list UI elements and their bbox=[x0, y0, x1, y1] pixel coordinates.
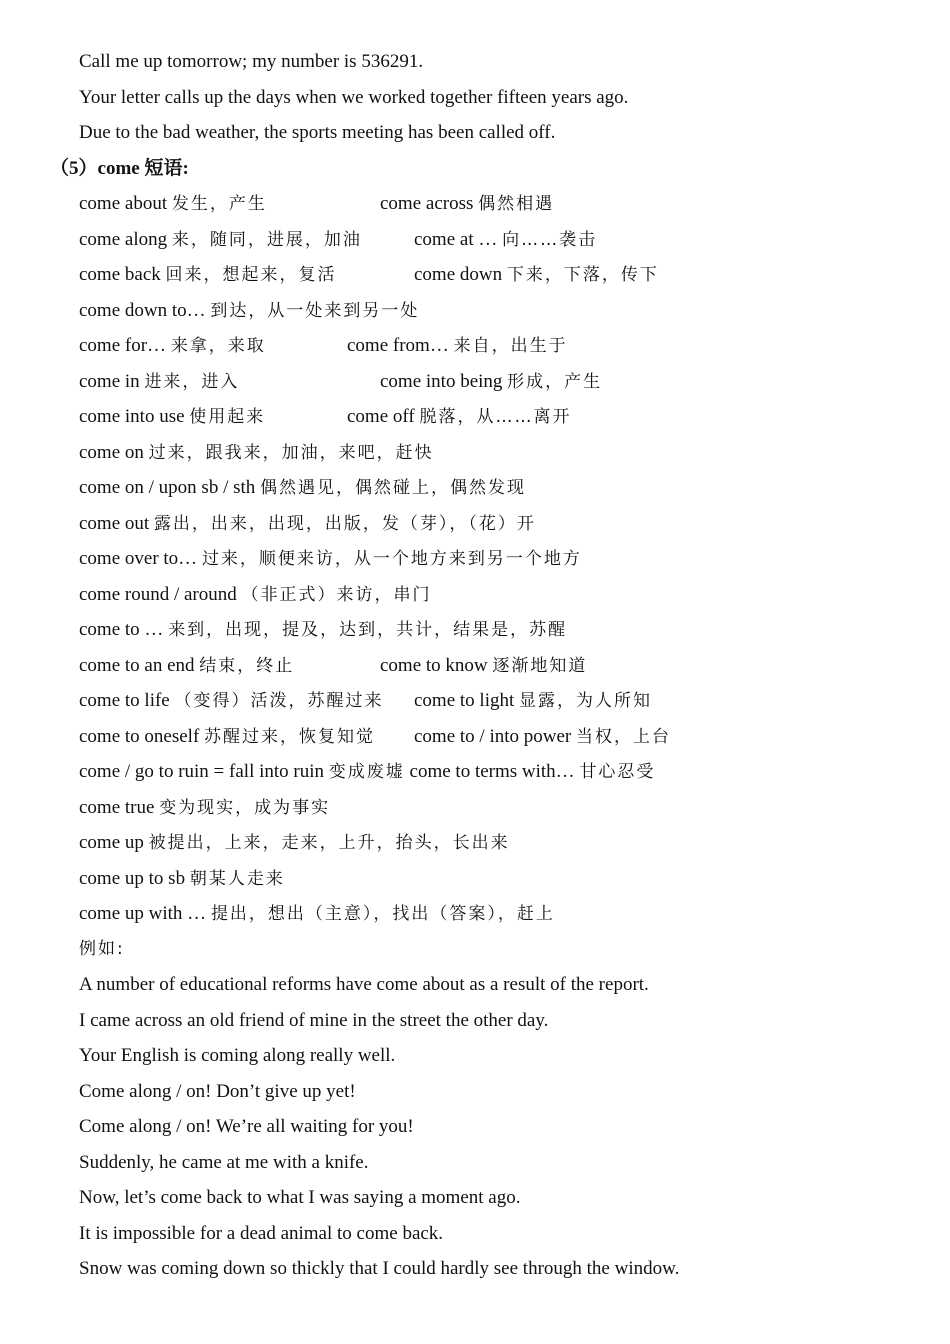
phrase-item bbox=[79, 186, 267, 223]
phrase-meaning: 结束，终止 bbox=[199, 655, 295, 676]
phrase-row bbox=[0, 719, 950, 755]
example-sentence: Suddenly, he came at me with a knife. bbox=[79, 1151, 369, 1173]
phrase-english: come to terms with… bbox=[409, 761, 580, 782]
phrase-item bbox=[380, 186, 554, 223]
phrase-english: come to light bbox=[414, 690, 520, 711]
document-page bbox=[0, 44, 950, 1287]
phrase-meaning: 发生，产生 bbox=[171, 194, 267, 214]
section-number: （5） bbox=[50, 157, 98, 179]
phrase-meaning: 回来，想起来，复活 bbox=[165, 265, 337, 285]
phrase-meaning: 来自，出生于 bbox=[453, 336, 568, 356]
phrase-english: come down to… bbox=[79, 299, 211, 321]
example-sentence: Snow was coming down so thickly that I could hardly see through the window. bbox=[79, 1258, 680, 1279]
phrase-english: come true bbox=[79, 796, 160, 818]
phrase-item bbox=[79, 328, 266, 365]
section-title: come 短语: bbox=[97, 157, 189, 179]
phrase-meaning: 朝某人走来 bbox=[189, 868, 285, 889]
phrase-item bbox=[79, 683, 384, 720]
phrase-row bbox=[0, 754, 950, 790]
phrase-english: come to life bbox=[79, 690, 175, 711]
phrase-item bbox=[79, 825, 510, 862]
phrase-meaning: 偶然相遇 bbox=[478, 194, 555, 214]
phrase-meaning: 显露，为人所知 bbox=[519, 691, 653, 711]
phrase-row bbox=[0, 541, 950, 577]
phrase-meaning: 进来，进入 bbox=[144, 371, 240, 392]
phrase-english: come to / into power bbox=[414, 725, 576, 747]
phrase-item bbox=[380, 648, 587, 685]
phrase-item bbox=[79, 612, 567, 649]
phrase-english: come down bbox=[414, 264, 507, 285]
phrase-english: come up with … bbox=[79, 903, 211, 924]
phrase-item bbox=[79, 257, 337, 294]
phrase-item bbox=[347, 399, 571, 436]
phrase-item bbox=[79, 470, 526, 507]
phrase-meaning: 变成废墟 bbox=[328, 762, 405, 782]
phrase-meaning: 露出，出来，出现，出版，发（芽），（花）开 bbox=[153, 513, 536, 534]
phrase-row bbox=[0, 435, 950, 471]
phrase-english: come / go to ruin = fall into ruin bbox=[79, 761, 329, 782]
phrase-english: come to oneself bbox=[79, 725, 205, 747]
example-sentence: Come along / on! We’re all waiting for you! bbox=[79, 1116, 414, 1137]
phrase-meaning: （变得）活泼，苏醒过来 bbox=[174, 691, 384, 711]
phrase-english: come to … bbox=[79, 619, 169, 640]
phrase-item bbox=[79, 541, 582, 578]
phrase-meaning: 苏醒过来，恢复知觉 bbox=[204, 726, 376, 747]
section-heading bbox=[0, 151, 950, 187]
phrase-row bbox=[0, 825, 950, 861]
phrase-meaning: 甘心忍受 bbox=[579, 762, 656, 782]
example-sentence: I came across an old friend of mine in the street the other day. bbox=[79, 1009, 549, 1031]
phrase-row bbox=[0, 506, 950, 542]
phrase-meaning: 下来，下落，传下 bbox=[506, 265, 659, 285]
phrase-meaning: 到达，从一处来到另一处 bbox=[210, 300, 420, 321]
phrase-item bbox=[79, 648, 294, 685]
example-sentence: Your English is coming along really well. bbox=[79, 1045, 396, 1066]
phrase-item bbox=[347, 328, 568, 365]
phrase-meaning: 变为现实，成为事实 bbox=[159, 797, 331, 818]
phrase-english: come into use bbox=[79, 406, 190, 427]
phrase-item bbox=[414, 222, 597, 259]
phrase-meaning: 被提出，上来，走来，上升，抬头，长出来 bbox=[148, 833, 510, 853]
phrase-item bbox=[414, 257, 659, 294]
phrase-item bbox=[79, 293, 419, 330]
phrase-meaning: 脱落，从……离开 bbox=[419, 407, 572, 427]
phrase-item bbox=[79, 577, 432, 614]
phrase-item bbox=[410, 761, 656, 782]
phrase-english: come about bbox=[79, 193, 172, 214]
phrase-row bbox=[0, 683, 950, 719]
phrase-row bbox=[0, 293, 950, 329]
phrase-meaning: 来到，出现，提及，达到，共计，结果是，苏醒 bbox=[168, 620, 568, 640]
phrase-english: come back bbox=[79, 264, 166, 285]
example-sentence: Come along / on! Don’t give up yet! bbox=[79, 1080, 356, 1102]
phrase-english: come at … bbox=[414, 228, 503, 250]
phrase-english: come from… bbox=[347, 335, 454, 356]
phrase-row bbox=[0, 577, 950, 613]
example-sentence: A number of educational reforms have come about as a result of the report. bbox=[79, 974, 649, 995]
phrase-row bbox=[0, 896, 950, 932]
phrase-item bbox=[79, 761, 405, 782]
phrase-english: come on / upon sb / sth bbox=[79, 477, 261, 498]
phrase-english: come to know bbox=[380, 654, 493, 676]
intro-sentence: Your letter calls up the days when we worked together fifteen years ago. bbox=[79, 86, 629, 108]
phrase-row bbox=[0, 790, 950, 826]
phrase-item bbox=[414, 719, 671, 756]
phrase-meaning: 逐渐地知道 bbox=[492, 655, 588, 676]
phrase-english: come across bbox=[380, 193, 479, 214]
example-sentence: It is impossible for a dead animal to come back. bbox=[79, 1222, 444, 1244]
phrase-row bbox=[0, 470, 950, 506]
phrase-meaning: 向……袭击 bbox=[502, 229, 598, 250]
phrase-meaning: 来拿，来取 bbox=[170, 336, 266, 356]
phrase-item bbox=[414, 683, 652, 720]
phrase-meaning: 偶然遇见，偶然碰上，偶然发现 bbox=[260, 478, 527, 498]
phrase-row bbox=[0, 364, 950, 400]
phrase-english: come off bbox=[347, 406, 420, 427]
phrase-item bbox=[79, 435, 434, 472]
intro-sentence: Due to the bad weather, the sports meeting has been called off. bbox=[79, 122, 556, 143]
phrase-english: come up bbox=[79, 832, 149, 853]
phrase-meaning: 提出，想出（主意），找出（答案），赶上 bbox=[210, 904, 555, 924]
phrase-english: come out bbox=[79, 512, 154, 534]
phrase-english: come to an end bbox=[79, 654, 200, 676]
phrase-meaning: 过来，顺便来访，从一个地方来到另一个地方 bbox=[201, 549, 582, 569]
phrase-item bbox=[79, 719, 375, 756]
phrase-item bbox=[79, 364, 239, 401]
phrase-item bbox=[380, 364, 602, 401]
intro-sentence: Call me up tomorrow; my number is 536291. bbox=[79, 51, 424, 72]
phrase-meaning: 当权，上台 bbox=[576, 726, 671, 747]
phrase-row bbox=[0, 861, 950, 897]
phrase-english: come into being bbox=[380, 370, 508, 392]
phrase-meaning: 形成，产生 bbox=[507, 371, 603, 392]
phrase-item bbox=[79, 399, 265, 436]
phrase-row bbox=[0, 257, 950, 293]
phrase-item bbox=[79, 790, 330, 827]
phrase-meaning: （非正式）来访，串门 bbox=[241, 584, 432, 605]
phrase-english: come in bbox=[79, 370, 145, 392]
phrase-english: come up to sb bbox=[79, 867, 190, 889]
example-label: 例如: bbox=[79, 938, 125, 959]
phrase-meaning: 过来，跟我来，加油，来吧，赶快 bbox=[148, 442, 434, 463]
phrase-meaning: 来，随同，进展，加油 bbox=[171, 229, 362, 250]
phrase-row bbox=[0, 399, 950, 435]
phrase-row bbox=[0, 648, 950, 684]
phrase-english: come along bbox=[79, 228, 172, 250]
phrase-item bbox=[79, 506, 536, 543]
phrase-english: come on bbox=[79, 441, 149, 463]
phrase-row bbox=[0, 612, 950, 648]
phrase-english: come over to… bbox=[79, 548, 202, 569]
phrase-item bbox=[79, 222, 362, 259]
phrase-row bbox=[0, 186, 950, 222]
phrase-row bbox=[0, 328, 950, 364]
phrase-item bbox=[79, 861, 285, 898]
phrase-meaning: 使用起来 bbox=[189, 407, 266, 427]
phrase-english: come round / around bbox=[79, 583, 242, 605]
phrase-english: come for… bbox=[79, 335, 171, 356]
example-sentence: Now, let’s come back to what I was saying a moment ago. bbox=[79, 1187, 521, 1208]
phrase-row bbox=[0, 222, 950, 258]
phrase-item bbox=[79, 896, 555, 933]
